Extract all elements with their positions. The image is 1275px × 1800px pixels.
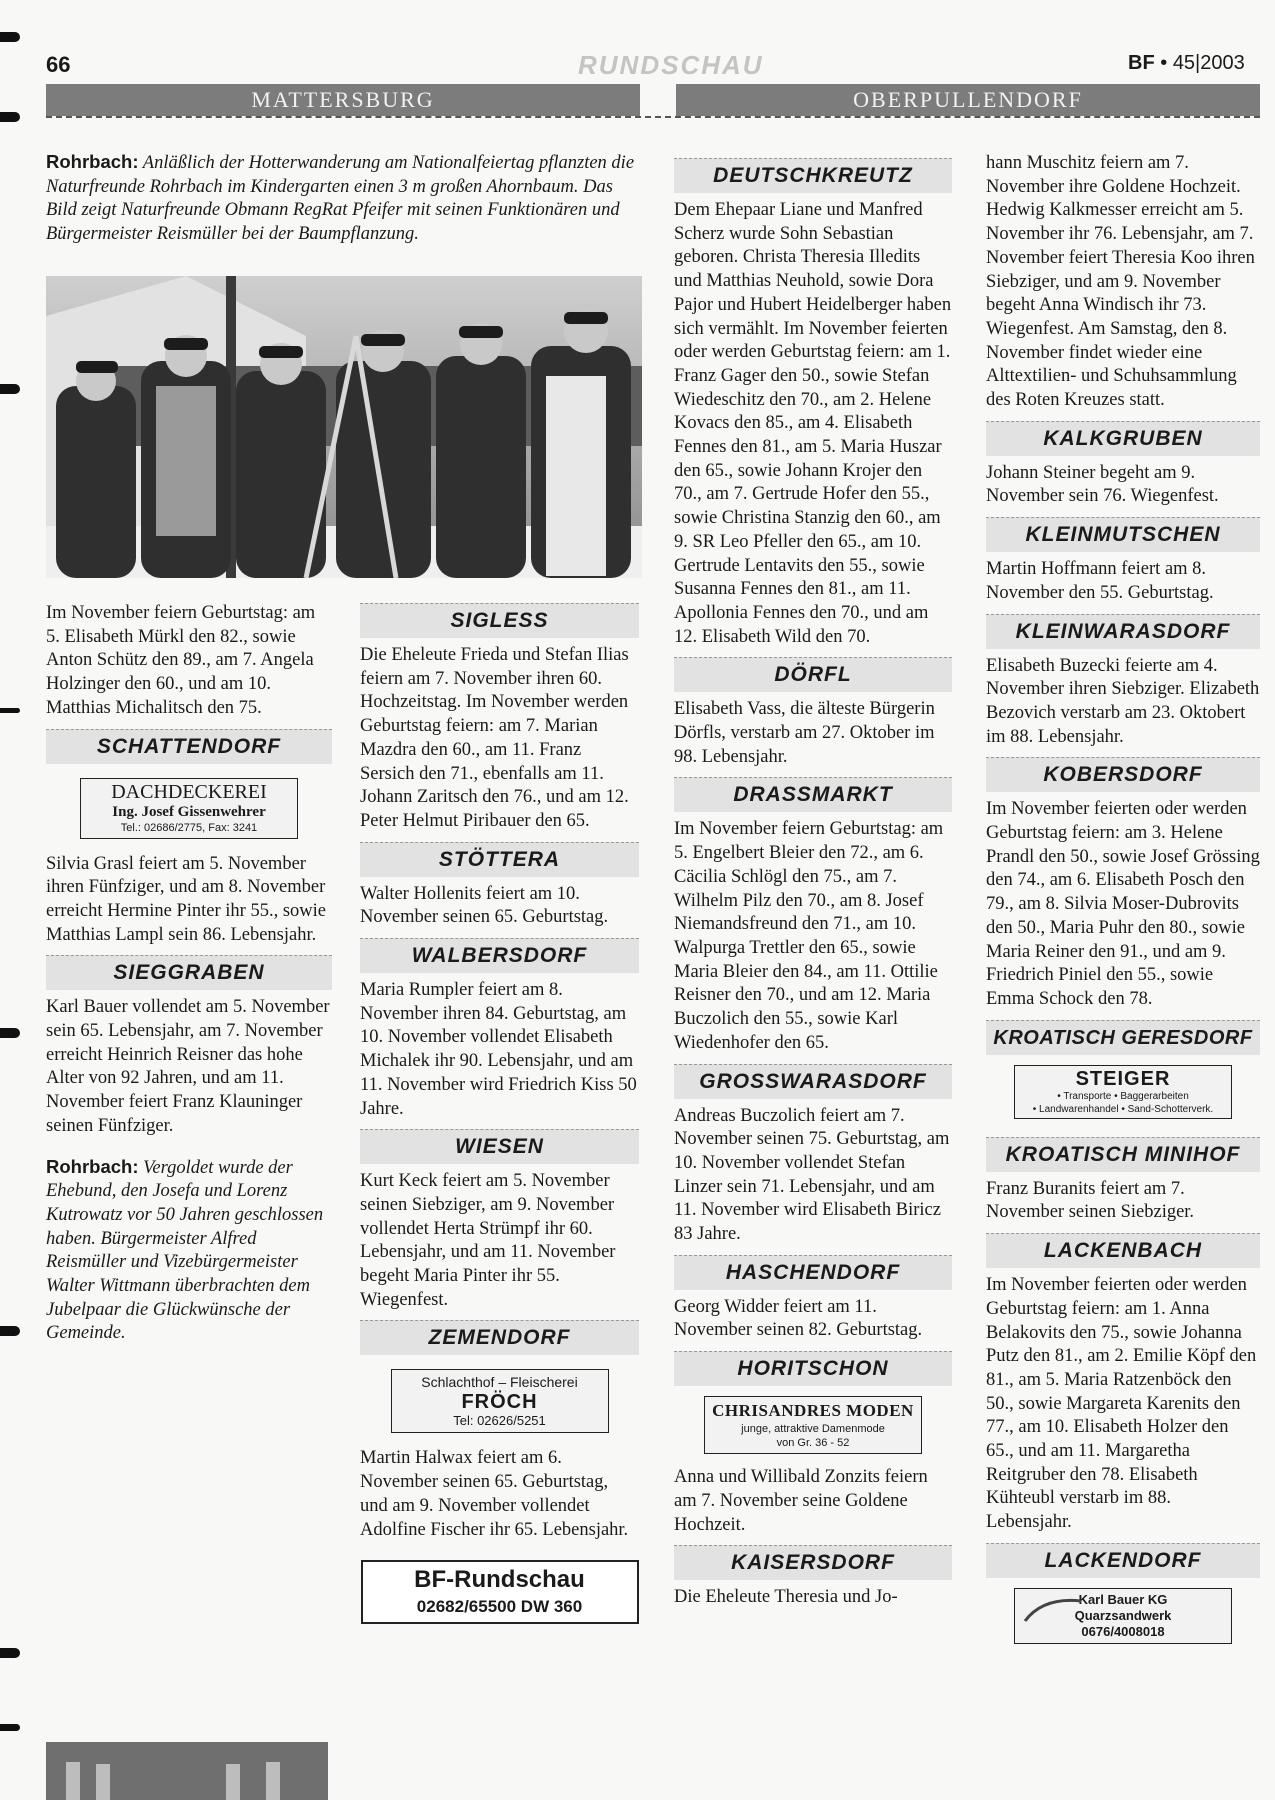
- oberpullendorf-col3: [674, 158, 952, 1610]
- ad-froech-subtitle: Schlachthof – Fleischerei: [421, 1374, 578, 1391]
- section-heading-drassmarkt: DRASSMARKT: [674, 777, 952, 812]
- scan-mark: [0, 1326, 20, 1336]
- ad-karl-bauer-phone: 0676/4008018: [1081, 1623, 1165, 1639]
- zemendorf-text: Martin Halwax feiert am 6. November seinen 65. Geburtstag, und am 9. November vollendet Adolfine Fischer ihr 65. Lebensjahr.: [360, 1448, 629, 1540]
- section-heading-horitschon: HORITSCHON: [674, 1351, 952, 1386]
- section-heading-deutschkreutz: DEUTSCHKREUTZ: [674, 158, 952, 193]
- section-heading-stoettera: STÖTTERA: [360, 842, 639, 877]
- ad-steiger: [1014, 1065, 1232, 1119]
- section-heading-sieggraben: SIEGGRABEN: [46, 955, 332, 990]
- ad-dachdeckerei-phone: Tel.: 02686/2775, Fax: 3241: [120, 821, 258, 834]
- scan-mark: [0, 384, 20, 394]
- photo-golden-wedding-image: [46, 1742, 328, 1800]
- ad-steiger-title: STEIGER: [1075, 1067, 1171, 1090]
- photo-tree-planting: [46, 276, 642, 578]
- kobersdorf-text: Im November feierten oder werden Geburtstag feiern: am 3. Helene Prandl den 50., sowie Josef Grössing den 74., am 6. Elisabeth Posch den 79., am 8. Silvia Moser-Dubrovits den 50., Maria Puhr den 80., sowie Maria Reiner den 91., und am 9. Friedrich Piniel den 55., sowie Emma Schock den 78.: [986, 799, 1260, 1009]
- mattersburg-col1-main: [46, 602, 332, 1346]
- region-banner-oberpullendorf: OBERPULLENDORF: [676, 84, 1260, 116]
- ad-chrisandres-title: CHRISANDRES MODEN: [712, 1401, 914, 1421]
- ad-steiger-services1: • Transporte • Baggerarbeiten: [1057, 1090, 1189, 1102]
- ad-chrisandres-moden: [704, 1396, 922, 1454]
- photo-tree-planting-image: [46, 276, 642, 578]
- section-heading-walbersdorf: WALBERSDORF: [360, 938, 639, 973]
- grosswarasdorf-text: Andreas Buczolich feiert am 7. November seinen 75. Geburtstag, am 10. November vollendet Stefan Linzer sein 71. Lebensjahr, und am 11. November wird Elisabeth Biricz 83 Jahre.: [674, 1105, 950, 1245]
- scan-mark: [0, 1648, 20, 1658]
- section-heading-kalkgruben: KALKGRUBEN: [986, 421, 1260, 456]
- doerfl-text: Elisabeth Vass, die älteste Bürgerin Dörfls, verstarb am 27. Oktober im 98. Lebensjahr.: [674, 699, 935, 767]
- intro-birthdays: Im November feiern Geburtstag: am 5. Elisabeth Mürkl den 82., sowie Anton Schütz den 89., am 7. Angela Holzinger den 60., und am 10. Matthias Michalitsch den 75.: [46, 603, 316, 718]
- ad-bf-rundschau-phone: 02682/65500 DW 360: [416, 1597, 583, 1617]
- schattendorf-text: Silvia Grasl feiert am 5. November ihren Fünfziger, und am 8. November erreicht Hermine Pinter ihr 55., sowie Matthias Lampl sein 86. Lebensjahr.: [46, 853, 326, 945]
- scan-mark: [0, 32, 20, 42]
- brand-label: BF: [1128, 52, 1155, 74]
- bullet-separator: •: [1160, 52, 1168, 74]
- section-heading-haschendorf: HASCHENDORF: [674, 1255, 952, 1290]
- section-heading-kleinmutschen: KLEINMUTSCHEN: [986, 517, 1260, 552]
- section-heading-lackenbach: LACKENBACH: [986, 1233, 1260, 1268]
- section-heading-doerfl: DÖRFL: [674, 657, 952, 692]
- caption2-place: Rohrbach:: [46, 1155, 139, 1177]
- mattersburg-col2: [360, 603, 639, 1624]
- kleinmutschen-text: Martin Hoffmann feiert am 8. November den 55. Geburtstag.: [986, 559, 1214, 603]
- section-heading-lackendorf: LACKENDORF: [986, 1543, 1260, 1578]
- caption2-text: Vergoldet wurde der Ehebund, den Josefa und Lorenz Kutrowatz vor 50 Jahren geschlossen haben. Bürgermeister Alfred Reismüller und Vizebürgermeister Walter Wittmann überbrachten dem Jubelpaar die Glückwünsche der Gemeinde.: [46, 1157, 324, 1344]
- deutschkreutz-text: Dem Ehepaar Liane und Manfred Scherz wurde Sohn Sebastian geboren. Christa Theresia Illedits und Matthias Neuhold, sowie Dora Pajor und Hubert Heidelberger haben sich vermählt. Im November feierten oder werden Geburtstag feiern: am 1. Franz Gager den 50., sowie Stefan Wiedeschitz den 70., am 2. Helene Kovacs den 85., am 4. Elisabeth Fennes den 81., am 5. Maria Huszar den 65., sowie Johann Krojer den 70., am 7. Gertrude Hofer den 55., sowie Christina Stanzig den 60., am 9. SR Leo Pfeller den 65., am 10. Gertrude Lentavits den 55., sowie Susanna Fennes den 81., am 11. Apollonia Fennes den 70., und am 12. Elisabeth Wild den 70.: [674, 200, 952, 647]
- haschendorf-text: Georg Widder feiert am 11. November seinen 82. Geburtstag.: [674, 1296, 923, 1341]
- oberpullendorf-col4: [986, 152, 1260, 1644]
- caption-place: Rohrbach:: [46, 151, 139, 172]
- ad-froech-phone: Tel: 02626/5251: [453, 1413, 546, 1429]
- scan-mark: [0, 708, 20, 713]
- ad-dachdeckerei: [80, 778, 298, 839]
- scan-mark: [0, 1028, 20, 1038]
- ad-froech-title: FRÖCH: [461, 1391, 538, 1414]
- section-heading-kobersdorf: KOBERSDORF: [986, 757, 1260, 792]
- header-divider: [46, 116, 1260, 118]
- sigless-text: Die Eheleute Frieda und Stefan Ilias feiern am 7. November ihren 60. Hochzeitstag. Im November werden Geburtstag feiern: am 7. Marian Mazdra den 60., am 11. Franz Sersich den 71., ebenfalls am 11. Johann Zaritsch den 76., und am 12. Peter Helmut Piribauer den 65.: [360, 645, 629, 831]
- ad-bf-rundschau-title: BF-Rundschau: [414, 1566, 585, 1594]
- kalkgruben-text: Johann Steiner begeht am 9. November sein 76. Wiegenfest.: [986, 462, 1219, 507]
- ad-dachdeckerei-name: Ing. Josef Gissenwehrer: [112, 803, 266, 820]
- drassmarkt-text: Im November feiern Geburtstag: am 5. Engelbert Bleier den 72., am 6. Cäcilia Schlögl den 75., am 7. Wilhelm Pilz den 70., am 8. Josef Niemandsfreund den 71., am 10. Walpurga Trettler den 65., sowie Maria Bleier den 84., am 11. Ottilie Reisner den 70., und am 12. Maria Buczolich den 55., sowie Karl Wiedenhofer den 65.: [674, 819, 944, 1053]
- section-heading-kroatisch-minihof: KROATISCH MINIHOF: [986, 1137, 1260, 1172]
- horitschon-text: Anna und Willibald Zonzits feiern am 7. November seine Goldene Hochzeit.: [674, 1467, 928, 1535]
- issue-number: 45|2003: [1172, 52, 1245, 74]
- photo-golden-wedding: [46, 1742, 328, 1800]
- walbersdorf-text: Maria Rumpler feiert am 8. November ihren 84. Geburtstag, am 10. November vollendet Elisabeth Michalek ihr 90. Lebensjahr, und am 11. November wird Friedrich Kiss 50 Jahre.: [360, 980, 637, 1119]
- scan-mark: [0, 112, 20, 122]
- section-heading-kaisersdorf: KAISERSDORF: [674, 1545, 952, 1580]
- wiesen-text: Kurt Keck feiert am 5. November seinen Siebziger, am 9. November vollendet Herta Strümpf ihr 60. Lebensjahr, und am 11. November begeht Maria Pinter ihr 55. Wiegenfest.: [360, 1171, 616, 1310]
- ad-karl-bauer: [1014, 1588, 1232, 1644]
- swoosh-logo-icon: [1023, 1595, 1083, 1625]
- ad-karl-bauer-name: Karl Bauer KG: [1078, 1591, 1168, 1607]
- sieggraben-text: Karl Bauer vollendet am 5. November sein 65. Lebensjahr, am 7. November erreicht Heinrich Reisner das hohe Alter von 92 Jahren, und am 11. November feiert Franz Klauninger seinen Fünfziger.: [46, 997, 330, 1136]
- kroatisch-minihof-text: Franz Buranits feiert am 7. November seinen Siebziger.: [986, 1178, 1195, 1223]
- section-heading-kleinwarasdorf: KLEINWARASDORF: [986, 614, 1260, 649]
- ad-karl-bauer-business: Quarzsandwerk: [1074, 1607, 1172, 1623]
- section-heading-wiesen: WIESEN: [360, 1129, 639, 1164]
- region-banner-mattersburg: MATTERSBURG: [46, 84, 640, 116]
- section-heading-sigless: SIGLESS: [360, 603, 639, 638]
- section-heading-kroatisch-geresdorf: KROATISCH GERESDORF: [986, 1020, 1260, 1055]
- stoettera-text: Walter Hollenits feiert am 10. November seinen 65. Geburtstag.: [360, 883, 609, 928]
- ad-chrisandres-tagline: junge, attraktive Damenmode: [741, 1423, 885, 1436]
- section-heading-zemendorf: ZEMENDORF: [360, 1320, 639, 1355]
- kaisersdorf-text: Die Eheleute Theresia und Jo-: [674, 1587, 898, 1608]
- section-heading-grosswarasdorf: GROSSWARASDORF: [674, 1064, 952, 1099]
- section-heading-schattendorf: SCHATTENDORF: [46, 729, 332, 764]
- issue-label: [1128, 52, 1245, 75]
- page-number: 66: [46, 52, 71, 77]
- kaisersdorf-continued-text: hann Muschitz feiern am 7. November ihre Goldene Hochzeit. Hedwig Kalkmesser erreicht am 5. November ihr 76. Lebensjahr, am 7. November feiert Theresia Koo ihren Siebziger, und am 9. November begeht Anna Windisch ihr 73. Wiegenfest. Am Samstag, den 8. November findet wieder eine Alttextilien- und Schuhsammlung des Roten Kreuzes statt.: [986, 153, 1255, 411]
- ad-dachdeckerei-title: DACHDECKEREI: [111, 780, 267, 803]
- kleinwarasdorf-text: Elisabeth Buzecki feierte am 4. November ihren Siebziger. Elizabeth Bezovich verstarb am 23. Oktobert im 88. Lebensjahr.: [986, 655, 1260, 747]
- publication-section-title: RUNDSCHAU: [578, 50, 764, 80]
- caption-text: Anläßlich der Hotterwanderung am Nationalfeiertag pflanzten die Naturfreunde Rohrbach im Kindergarten einen 3 m großen Ahornbaum. Das Bild zeigt Naturfreunde Obmann RegRat Pfeifer mit seinen Funktionären und Bürgermeister Reismüller bei der Baumpflanzung.: [46, 153, 635, 245]
- ad-bf-rundschau: [361, 1560, 639, 1624]
- lackenbach-text: Im November feierten oder werden Geburtstag feiern: am 1. Anna Belakovits den 75., sowie Johanna Putz den 81., am 2. Emilie Köpf den 81., am 5. Maria Ratzenböck den 50., sowie Margareta Karenits den 77., am 10. Elisabeth Holzer den 65., und am 11. Margaretha Reitgruber den 78. Elisabeth Kühteubl verstarb im 88. Lebensjahr.: [986, 1275, 1257, 1533]
- ad-steiger-services2: • Landwarenhandel • Sand-Schotterverk.: [1032, 1103, 1214, 1115]
- photo-caption-top: [46, 150, 640, 247]
- ad-chrisandres-sizes: von Gr. 36 - 52: [776, 1437, 850, 1450]
- ad-froech: [391, 1369, 609, 1433]
- scan-mark: [0, 1724, 20, 1731]
